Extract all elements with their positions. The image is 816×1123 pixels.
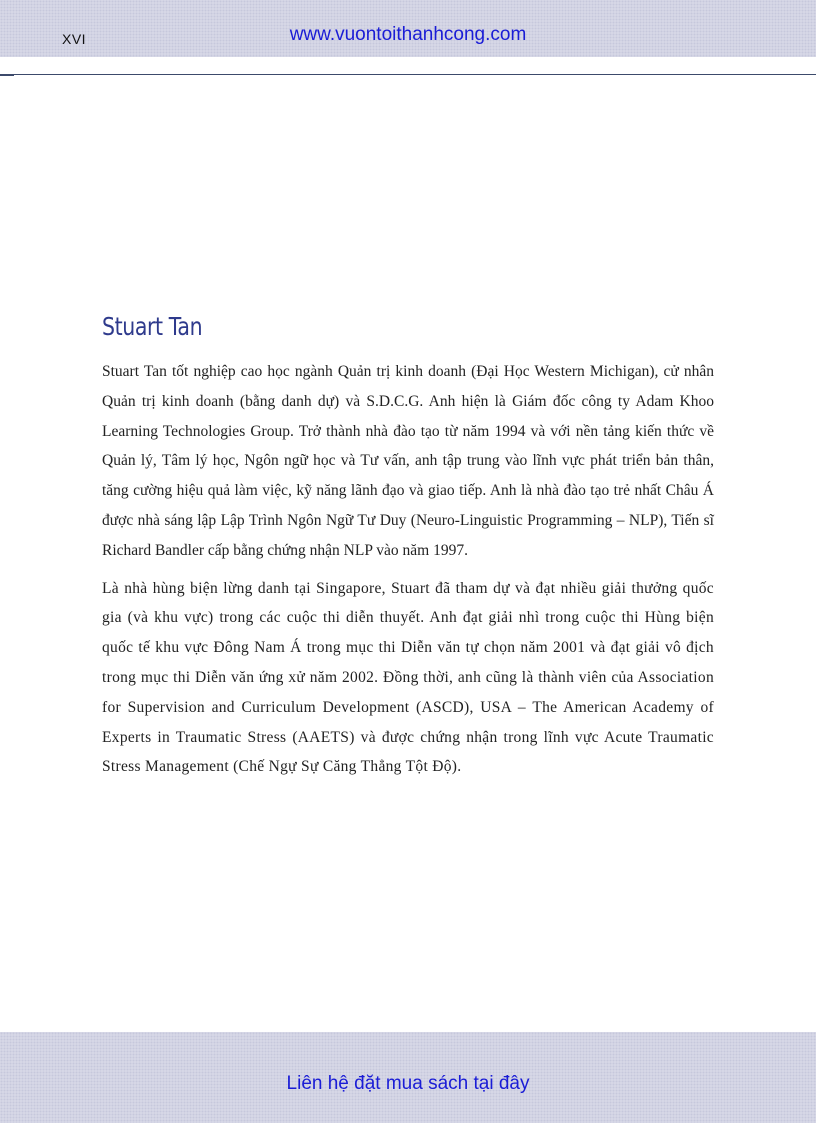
bio-paragraph: Stuart Tan tốt nghiệp cao học ngành Quản trị kinh doanh (Đại Học Western Michigan), cử nhân Quản trị kinh doanh (bằng danh dự) và S.D.C.G. Anh hiện là Giám đốc công ty Adam Khoo Learning Technologies Group. Trở thành nhà đào tạo từ năm 1994 và với nền tảng kiến thức về Quản lý, Tâm lý học, Ngôn ngữ học và Tư vấn, anh tập trung vào lĩnh vực phát triển bản thân, tăng cường hiệu quả làm việc, kỹ năng lãnh đạo và giao tiếp. Anh là nhà đào tạo trẻ nhất Châu Á được nhà sáng lập Lập Trình Ngôn Ngữ Tư Duy (Neuro-Linguistic Programming – NLP), Tiến sĩ Richard Bandler cấp bằng chứng nhận NLP vào năm 1997. bbox=[102, 363, 714, 559]
author-bio bbox=[102, 357, 714, 790]
website-link[interactable]: www.vuontoithanhcong.com bbox=[289, 24, 527, 45]
author-name-heading: Stuart Tan bbox=[102, 312, 203, 341]
footer-band bbox=[0, 1032, 816, 1123]
bio-paragraph: Là nhà hùng biện lừng danh tại Singapore, Stuart đã tham dự và đạt nhiều giải thưởng quốc gia (và khu vực) trong các cuộc thi diễn thuyết. Anh đạt giải nhì trong cuộc thi Hùng biện quốc tế khu vực Đông Nam Á trong mục thi Diễn văn tự chọn năm 2001 và đạt giải vô địch trong mục thi Diễn văn ứng xử năm 2002. Đồng thời, anh cũng là thành viên của Association for Supervision and Curriculum Development (ASCD), USA – The American Academy of Experts in Traumatic Stress (AAETS) và được chứng nhận trong lĩnh vực Acute Traumatic Stress Management (Chế Ngự Sự Căng Thẳng Tột Độ). bbox=[102, 579, 714, 776]
order-book-link[interactable]: Liên hệ đặt mua sách tại đây bbox=[286, 1073, 530, 1094]
header-rule bbox=[12, 74, 816, 75]
header-band bbox=[0, 0, 816, 57]
page-number: XVI bbox=[62, 31, 87, 47]
